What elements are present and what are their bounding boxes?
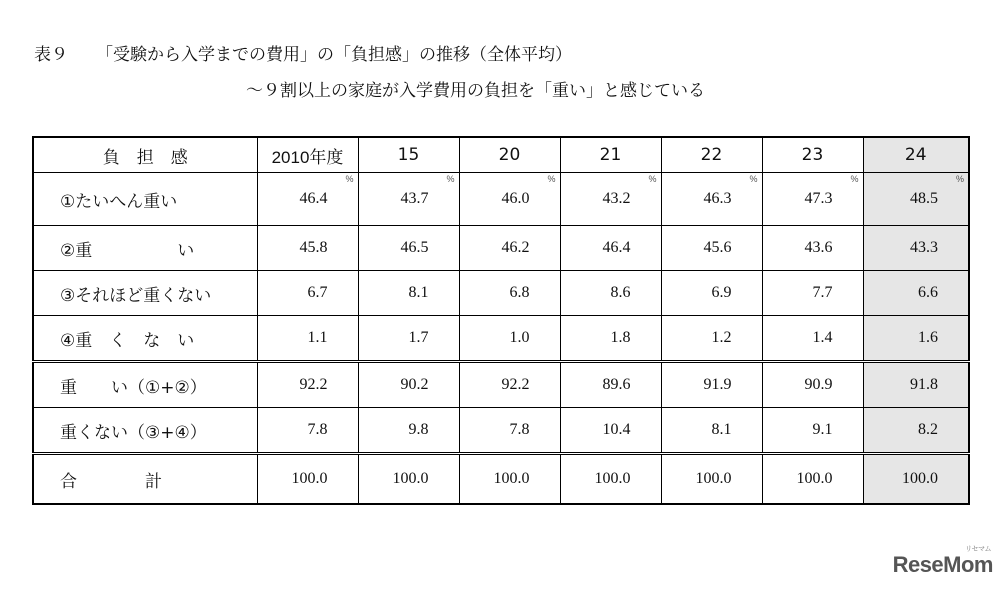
header-year-22: 22 [661,137,762,173]
header-row [33,137,969,173]
table-cell: % 46.4 [257,173,358,226]
table-cell: 91.8 [863,362,969,408]
table-cell: 46.5 [358,226,459,271]
table-cell: 91.9 [661,362,762,408]
row-label: 重くない（③+④） [33,408,257,454]
table-cell: 100.0 [358,454,459,505]
table-cell: 8.6 [560,271,661,316]
burden-table [32,136,970,505]
table-cell: 1.8 [560,316,661,362]
table-cell: 1.2 [661,316,762,362]
table-cell: 100.0 [257,454,358,505]
percent-mark: % [446,174,455,184]
table-subtitle: 〜９割以上の家庭が入学費用の負担を「重い」と感じている [246,81,705,101]
table-row [33,173,969,226]
table-cell: 100.0 [762,454,863,505]
table-cell: 100.0 [863,454,969,505]
table-title [34,40,572,65]
title-main: 「受験から入学までの費用」の「負担感」の推移（全体平均） [96,45,572,65]
row-label: ④重 く な い [33,316,257,362]
percent-mark: % [345,174,354,184]
table-cell: 100.0 [560,454,661,505]
table-row [33,408,969,454]
table-cell: 1.1 [257,316,358,362]
table-cell: 7.8 [459,408,560,454]
table-cell: 46.2 [459,226,560,271]
table-cell: 100.0 [661,454,762,505]
table-cell: % 48.5 [863,173,969,226]
table-cell: 92.2 [459,362,560,408]
table-cell: 9.1 [762,408,863,454]
percent-mark: % [547,174,556,184]
logo-small-text: リセマム [965,546,991,553]
table-cell: 45.8 [257,226,358,271]
table-number: 表９ [34,45,68,65]
row-label: ②重 い [33,226,257,271]
table-cell: 90.9 [762,362,863,408]
table-cell: 8.1 [358,271,459,316]
row-label: ③それほど重くない [33,271,257,316]
table-cell: % 43.2 [560,173,661,226]
table-row [33,271,969,316]
table-cell: 43.3 [863,226,969,271]
table-cell: 90.2 [358,362,459,408]
table-cell: 1.6 [863,316,969,362]
header-year-21: 21 [560,137,661,173]
table-cell: 1.0 [459,316,560,362]
row-label: ①たいへん重い [33,173,257,226]
table-cell: 43.6 [762,226,863,271]
table-row [33,362,969,408]
percent-mark: % [955,174,964,184]
header-year-2010: 2010年度 [257,137,358,173]
percent-mark: % [648,174,657,184]
table-cell: 7.8 [257,408,358,454]
table-cell: 6.9 [661,271,762,316]
table-cell: % 47.3 [762,173,863,226]
table-cell: % 46.0 [459,173,560,226]
header-year-23: 23 [762,137,863,173]
table-row [33,316,969,362]
table-cell: 1.7 [358,316,459,362]
row-label-total: 合 計 [33,454,257,505]
table-cell: 6.8 [459,271,560,316]
table-cell: 8.1 [661,408,762,454]
table-cell: % 43.7 [358,173,459,226]
header-label: 負 担 感 [33,137,257,173]
header-year-24: 24 [863,137,969,173]
table-cell: 1.4 [762,316,863,362]
table-cell: 10.4 [560,408,661,454]
table-cell: 9.8 [358,408,459,454]
resemom-logo [892,546,993,578]
table-cell: 46.4 [560,226,661,271]
percent-mark: % [749,174,758,184]
header-year-15: 15 [358,137,459,173]
table-cell: % 46.3 [661,173,762,226]
table-cell: 7.7 [762,271,863,316]
table-row [33,226,969,271]
header-year-20: 20 [459,137,560,173]
percent-mark: % [850,174,859,184]
table-cell: 6.6 [863,271,969,316]
table-cell: 100.0 [459,454,560,505]
logo-text: ReseMom [892,552,993,577]
table-cell: 89.6 [560,362,661,408]
table-cell: 92.2 [257,362,358,408]
table-cell: 8.2 [863,408,969,454]
total-row [33,454,969,505]
row-label: 重 い（①+②） [33,362,257,408]
table-cell: 45.6 [661,226,762,271]
table-cell: 6.7 [257,271,358,316]
